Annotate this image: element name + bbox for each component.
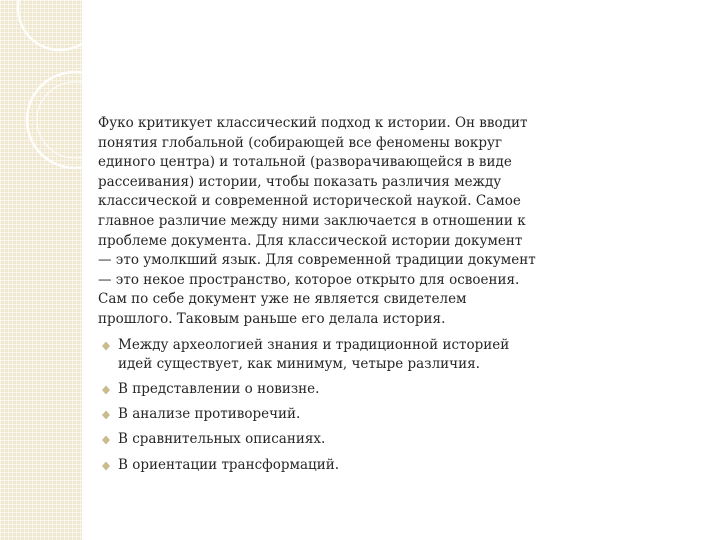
bullet-text: В сравнительных описаниях. xyxy=(118,431,326,448)
ornament-circle-large xyxy=(18,0,102,50)
bullet-icon xyxy=(100,336,112,355)
list-item xyxy=(98,405,538,425)
bullet-list xyxy=(98,336,538,476)
bullet-text: В ориентации трансформаций. xyxy=(118,456,340,473)
main-paragraph: Фуко критикует классический подход к истории. Он вводит понятия глобальной (собирающей все феномены вокруг единого центра) и тотальной (разворачивающейся в виде рассеивания) истории, чтобы показать различия между классической и современной исторической наукой. Самое главное различие между ними заключается в отношении к проблеме документа. Для классической истории документ — это умолкший язык. Для современной традиции документ — это некое пространство, которое открыто для освоения. Сам по себе документ уже не является свидетелем прошлого. Таковым раньше его делала история. xyxy=(98,115,536,327)
bullet-icon xyxy=(100,430,112,449)
bullet-text: Между археологией знания и традиционной историей идей существует, как минимум, четыре различия. xyxy=(118,336,510,373)
slide-content xyxy=(98,114,538,481)
bullet-icon xyxy=(100,380,112,399)
list-item xyxy=(98,336,538,375)
bullet-icon xyxy=(100,405,112,424)
list-item xyxy=(98,380,538,400)
list-item xyxy=(98,430,538,450)
list-item xyxy=(98,456,538,476)
bullet-text: В анализе противоречий. xyxy=(118,406,301,423)
bullet-text: В представлении о новизне. xyxy=(118,381,320,398)
bullet-icon xyxy=(100,456,112,475)
